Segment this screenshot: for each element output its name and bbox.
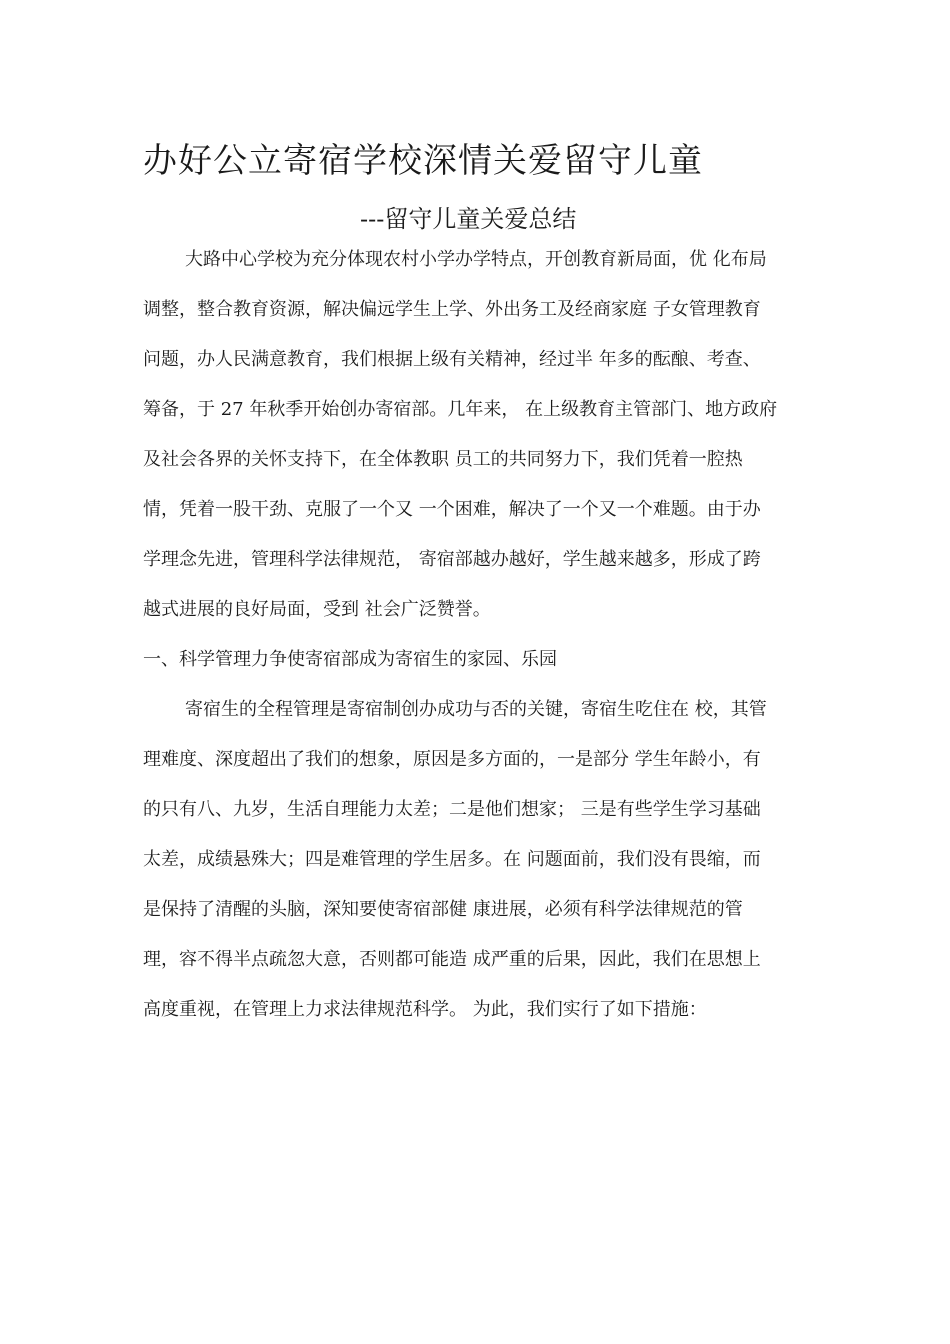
paragraph2-line: 是保持了清醒的头脑，深知要使寄宿部健 康进展，必须有科学法律规范的管 [143, 899, 743, 920]
paragraph2-line: 的只有八、九岁，生活自理能力太差；二是他们想家； 三是有些学生学习基础 [143, 799, 761, 820]
paragraph1-line: 情，凭着一股干劲、克服了一个又 一个困难，解决了一个又一个难题。由于办 [143, 499, 761, 520]
paragraph1-line: 调整，整合教育资源，解决偏远学生上学、外出务工及经商家庭 子女管理教育 [143, 299, 761, 320]
paragraph2-line: 太差，成绩悬殊大；四是难管理的学生居多。在 问题面前，我们没有畏缩，而 [143, 849, 761, 870]
document-subtitle: ---留守儿童关爱总结 [360, 205, 577, 233]
paragraph1-line: 学理念先进，管理科学法律规范， 寄宿部越办越好，学生越来越多，形成了跨 [143, 549, 761, 570]
document-title: 办好公立寄宿学校深情关爱留守儿童 [143, 141, 703, 181]
paragraph2-line: 高度重视，在管理上力求法律规范科学。 为此，我们实行了如下措施： [143, 999, 707, 1020]
paragraph1-line: 及社会各界的关怀支持下，在全体教职 员工的共同努力下，我们凭着一腔热 [143, 449, 743, 470]
paragraph1-line: 越式进展的良好局面，受到 社会广泛赞誉。 [143, 599, 491, 620]
section-heading: 一、科学管理力争使寄宿部成为寄宿生的家园、乐园 [143, 649, 557, 670]
paragraph1-line: 问题，办人民满意教育，我们根据上级有关精神，经过半 年多的酝酿、考查、 [143, 349, 761, 370]
paragraph2-line: 寄宿生的全程管理是寄宿制创办成功与否的关键，寄宿生吃住在 校，其管 [185, 699, 767, 720]
paragraph1-line: 筹备，于 27 年秋季开始创办寄宿部。几年来， 在上级教育主管部门、地方政府 [143, 399, 778, 420]
paragraph1-line: 大路中心学校为充分体现农村小学办学特点，开创教育新局面，优 化布局 [185, 249, 767, 270]
paragraph2-line: 理，容不得半点疏忽大意，否则都可能造 成严重的后果，因此，我们在思想上 [143, 949, 761, 970]
paragraph2-line: 理难度、深度超出了我们的想象，原因是多方面的，一是部分 学生年龄小，有 [143, 749, 761, 770]
